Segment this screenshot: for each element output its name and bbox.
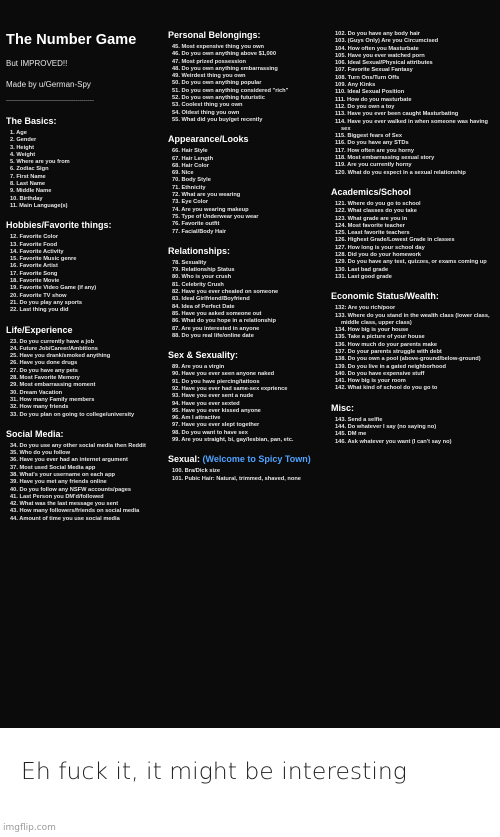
question-item: 13. Favorite Food bbox=[10, 241, 58, 248]
question-item: 109. Any Kinks bbox=[335, 82, 376, 89]
question-item: 31. How many Family members bbox=[10, 396, 95, 403]
question-item: 33. Do you plan on going to college/university bbox=[10, 411, 135, 418]
question-item: 86. What do you hope in a relationship bbox=[172, 318, 276, 325]
question-list bbox=[331, 417, 497, 446]
question-item: 130. Last bad grade bbox=[335, 266, 389, 273]
question-item: 6. Zodiac Sign bbox=[10, 166, 49, 173]
question-item: 127. How long is your school day bbox=[335, 244, 425, 251]
middle-sections bbox=[168, 30, 328, 444]
question-item: 97. Have you ever slept together bbox=[172, 422, 260, 429]
question-item: 37. Most used Social Media app bbox=[10, 464, 96, 471]
question-item: 134. How big is your house bbox=[335, 327, 409, 334]
question-item: 55. What did you buy/get recently bbox=[172, 116, 263, 123]
question-item: 125. Least favorite teachers bbox=[335, 230, 410, 237]
question-item: 133. Where do you stand in the wealth class (lower class, middle class, upper class) bbox=[335, 312, 490, 326]
question-item: 45. Most expensive thing you own bbox=[172, 44, 264, 50]
question-item: 121. Where do you go to school bbox=[335, 200, 421, 207]
question-item: 8. Last Name bbox=[10, 181, 46, 188]
question-item: 99. Are you straight, bi, gay/lesbian, pan, etc. bbox=[172, 437, 294, 444]
question-item: 106. Ideal Sexual/Physical attributes bbox=[335, 60, 433, 67]
question-list bbox=[168, 148, 328, 236]
column-middle bbox=[168, 0, 328, 728]
question-item: 44. Amount of time you use social media bbox=[10, 515, 120, 522]
question-item: 132: Are you rich/poor bbox=[335, 305, 396, 312]
question-item: 75. Type of Underwear you wear bbox=[172, 213, 259, 220]
left-sections bbox=[6, 116, 160, 523]
author-line: Made by u/German-Spy bbox=[6, 80, 91, 89]
question-item: 53. Coolest thing you own bbox=[172, 102, 243, 109]
section-title: Personal Belongings: bbox=[168, 30, 261, 40]
section-title: Life/Experience bbox=[6, 324, 73, 335]
question-item: 43. How many followers/friends on social media bbox=[10, 508, 140, 515]
question-item: 74. Are you wearing makeup bbox=[172, 206, 249, 213]
question-item: 30. Dream Vacation bbox=[10, 389, 63, 396]
question-item: 96. Am I attractive bbox=[172, 415, 221, 422]
question-item: 92. Have you ever had same-sex exprience bbox=[172, 385, 288, 392]
question-item: 119. Are you currently horny bbox=[335, 162, 412, 169]
question-item: 83. Ideal Girlfriend/Boyfriend bbox=[172, 296, 250, 303]
question-item: 36. Have you ever had an internet argument bbox=[10, 457, 128, 464]
question-item: 128. Did you do your homework bbox=[335, 252, 421, 259]
question-item: 143. Send a selfie bbox=[335, 416, 383, 423]
question-item: 131. Last good grade bbox=[335, 273, 392, 280]
game-title: The Number Game bbox=[6, 32, 137, 48]
question-item: 91. Do you have piercing/tattoos bbox=[172, 378, 260, 385]
question-item: 107. Favorite Sexual Fantasy bbox=[335, 67, 413, 74]
question-item: 82. Have you ever cheated on someone bbox=[172, 289, 279, 296]
question-item: 115. Biggest fears of Sex bbox=[335, 133, 403, 140]
section-title: Economic Status/Wealth: bbox=[331, 291, 439, 302]
question-item: 139. Do you live in a gated neighborhood bbox=[335, 363, 446, 370]
question-item: 54. Oldest thing you own bbox=[172, 109, 240, 116]
question-item: 3. Height bbox=[10, 144, 35, 151]
question-item: 21. Do you play any sports bbox=[10, 299, 83, 306]
question-item: 51. Do you own anything considered "rich" bbox=[172, 87, 289, 94]
question-item: 41. Last Person you DM'd/followed bbox=[10, 493, 104, 500]
question-item: 69. Nice bbox=[172, 170, 194, 177]
question-item: 80. Who is your crush bbox=[172, 274, 232, 281]
spicy-list bbox=[168, 468, 328, 483]
question-item: 52. Do you own anything futuristic bbox=[172, 95, 265, 102]
question-item: 2. Gender bbox=[10, 137, 37, 144]
question-item: 108. Turn Ons/Turn Offs bbox=[335, 74, 400, 81]
question-item: 15. Favorite Music genre bbox=[10, 256, 77, 263]
question-item: 105. Have you ever watched porn bbox=[335, 52, 425, 59]
question-item: 16. Favorite Artist bbox=[10, 263, 58, 270]
question-item: 42. What was the last message you sent bbox=[10, 501, 119, 508]
question-item: 145. DM me bbox=[335, 431, 367, 438]
section-title: Appearance/Looks bbox=[168, 134, 249, 145]
question-item: 111. How do you masturbate bbox=[335, 96, 412, 103]
question-item: 137. Do your parents struggle with debt bbox=[335, 348, 442, 355]
section-title: Relationships: bbox=[168, 245, 231, 256]
section-title: Social Media: bbox=[6, 428, 64, 439]
question-list bbox=[168, 44, 328, 124]
question-item: 118. Most embarrassing sexual story bbox=[335, 155, 435, 162]
question-item: 7. First Name bbox=[10, 173, 46, 180]
question-item: 22. Last thing you did bbox=[10, 307, 69, 314]
question-item: 110. Ideal Sexual Position bbox=[335, 89, 405, 96]
question-item: 144. Do whatever I say (no saying no) bbox=[335, 424, 437, 431]
question-item: 4. Weight bbox=[10, 151, 36, 158]
question-list bbox=[6, 234, 160, 314]
question-item: 9. Middle Name bbox=[10, 188, 52, 195]
question-item: 72. What are you wearing bbox=[172, 192, 241, 199]
question-item: 47. Most prized possession bbox=[172, 58, 246, 65]
question-item: 32. How many friends bbox=[10, 404, 69, 411]
question-item: 112. Do you own a toy bbox=[335, 103, 395, 110]
question-item: 20. Favorite TV show bbox=[10, 292, 67, 299]
question-item: 73. Eye Color bbox=[172, 199, 209, 206]
column-right bbox=[331, 0, 497, 728]
question-item: 23. Do you currently have a job bbox=[10, 338, 95, 345]
question-item: 98. Do you want to have sex bbox=[172, 429, 248, 436]
question-item: 28. Most Favorite Memory bbox=[10, 375, 80, 382]
question-item: 81. Celebrity Crush bbox=[172, 281, 224, 288]
question-item: 78. Sexuality bbox=[172, 259, 207, 266]
section-title: Hobbies/Favorite things: bbox=[6, 220, 112, 231]
section-title: Misc: bbox=[331, 402, 355, 413]
question-item: 136. How much do your parents make bbox=[335, 341, 438, 348]
question-item: 95. Have you ever kissed anyone bbox=[172, 407, 261, 414]
question-item: 67. Hair Length bbox=[172, 155, 214, 162]
question-item: 141. How big is your room bbox=[335, 378, 406, 385]
question-list bbox=[6, 443, 160, 523]
question-item: 79. Relationship Status bbox=[172, 267, 235, 274]
question-item: 135. Take a picture of your house bbox=[335, 334, 425, 341]
question-item: 17. Favorite Song bbox=[10, 270, 58, 277]
question-list bbox=[331, 305, 497, 393]
intro-list bbox=[331, 31, 497, 177]
question-item: 103. (Guys Only) Are you Circumcised bbox=[335, 38, 439, 45]
question-item: 25. Have you drank/smoked anything bbox=[10, 353, 111, 360]
question-item: 126. Highest Grade/Lowest Grade in classes bbox=[335, 237, 455, 244]
question-item: 138. Do you own a pool (above-ground/below-ground) bbox=[335, 356, 481, 363]
question-item: 18. Favorite Movie bbox=[10, 278, 60, 285]
improved-line: But IMPROVED!! bbox=[6, 59, 68, 68]
question-list bbox=[6, 130, 160, 210]
question-item: 35. Who do you follow bbox=[10, 450, 71, 457]
question-item: 11. Main Language(s) bbox=[10, 202, 68, 209]
question-item: 122. What classes do you take bbox=[335, 208, 417, 215]
question-item: 76. Favorite outfit bbox=[172, 221, 220, 228]
question-item: 90. Have you ever seen anyone naked bbox=[172, 371, 275, 378]
section-title: The Basics: bbox=[6, 116, 57, 126]
question-list bbox=[6, 339, 160, 419]
question-item: 140. Do you have expensive stuff bbox=[335, 370, 425, 377]
question-item: 50. Do you own anything popular bbox=[172, 80, 262, 87]
question-item: 117. How often are you horny bbox=[335, 147, 415, 154]
question-item: 94. Have you ever sexted bbox=[172, 400, 240, 407]
question-item: 120. What do you expect in a sexual relationship bbox=[335, 169, 466, 176]
question-item: 102. Do you have any body hair bbox=[335, 31, 421, 37]
question-item: 24. Future Job/Career/Ambitions bbox=[10, 345, 98, 352]
question-item: 116. Do you have any STDs bbox=[335, 140, 409, 147]
question-item: 146. Ask whatever you want (I can't say no) bbox=[335, 438, 452, 445]
question-list bbox=[331, 201, 497, 281]
question-list bbox=[168, 260, 328, 340]
question-item: 40. Do you follow any NSFW accounts/pages bbox=[10, 486, 132, 493]
question-item: 19. Favorite Video Game (if any) bbox=[10, 285, 97, 292]
question-item: 46. Do you own anything above $1,000 bbox=[172, 51, 276, 58]
section-title: Academics/School bbox=[331, 186, 412, 197]
caption-text: Eh fuck it, it might be interesting bbox=[21, 757, 407, 785]
question-item: 93. Have you ever sent a nude bbox=[172, 393, 254, 400]
question-item: 49. Weirdest thing you own bbox=[172, 73, 246, 80]
question-item: 1. Age bbox=[10, 130, 27, 136]
question-item: 104. How often you Masturbate bbox=[335, 45, 419, 52]
question-item: 123. What grade are you in bbox=[335, 215, 408, 222]
question-item: 113. Have you ever been caught Masturbating bbox=[335, 111, 459, 118]
question-item: 48. Do you own anything embarrassing bbox=[172, 65, 278, 72]
question-item: 84. Idea of Perfect Date bbox=[172, 303, 235, 310]
question-item: 88. Do you real life/online date bbox=[172, 332, 254, 339]
question-item: 85. Have you asked someone out bbox=[172, 310, 262, 317]
question-item: 26. Have you done drugs bbox=[10, 360, 78, 367]
caption-area bbox=[0, 728, 500, 837]
question-item: 70. Body Style bbox=[172, 177, 211, 184]
column-left bbox=[6, 0, 160, 728]
question-item: 129. Do you have any test, quizzes, or exams coming up bbox=[335, 259, 487, 266]
question-item: 114. Have you ever walked in when someone was having sex bbox=[335, 118, 488, 132]
question-item: 66. Hair Style bbox=[172, 148, 208, 155]
question-item: 68. Hair Color bbox=[172, 162, 209, 169]
section-title: Sex & Sexuality: bbox=[168, 350, 239, 361]
question-item: 14. Favorite Activity bbox=[10, 248, 64, 255]
question-item: 39. Have you met any friends online bbox=[10, 479, 107, 486]
section-title-sexual bbox=[168, 454, 328, 464]
question-item: 87. Are you interested in anyone bbox=[172, 325, 260, 332]
question-item: 34. Do you use any other social media then Reddit bbox=[10, 442, 146, 449]
question-item: 38. What's your username on each app bbox=[10, 471, 116, 478]
dashed-divider: -------------------------------------------- bbox=[6, 98, 94, 104]
question-item: 100. Bra/Dick size bbox=[172, 468, 221, 475]
question-item: 77. Facial/Body Hair bbox=[172, 228, 227, 235]
question-item: 12. Favorite Color bbox=[10, 234, 59, 241]
question-item: 5. Where are you from bbox=[10, 159, 70, 166]
question-list bbox=[168, 364, 328, 444]
question-item: 27. Do you have any pets bbox=[10, 367, 78, 374]
question-item: 101. Pubic Hair: Natural, trimmed, shaved, none bbox=[172, 475, 301, 482]
right-sections bbox=[331, 187, 497, 446]
spicy-town-label: (Welcome to Spicy Town) bbox=[202, 454, 311, 465]
sexual-label: Sexual: bbox=[168, 454, 201, 465]
question-item: 29. Most embarrassing moment bbox=[10, 382, 96, 389]
question-item: 10. Birthday bbox=[10, 195, 43, 202]
watermark: imgflip.com bbox=[3, 823, 56, 833]
question-item: 124. Most favorite teacher bbox=[335, 222, 405, 229]
question-item: 71. Ethnicity bbox=[172, 184, 206, 191]
question-item: 142. What kind of school do you go to bbox=[335, 385, 438, 392]
question-item: 89. Are you a virgin bbox=[172, 364, 225, 371]
